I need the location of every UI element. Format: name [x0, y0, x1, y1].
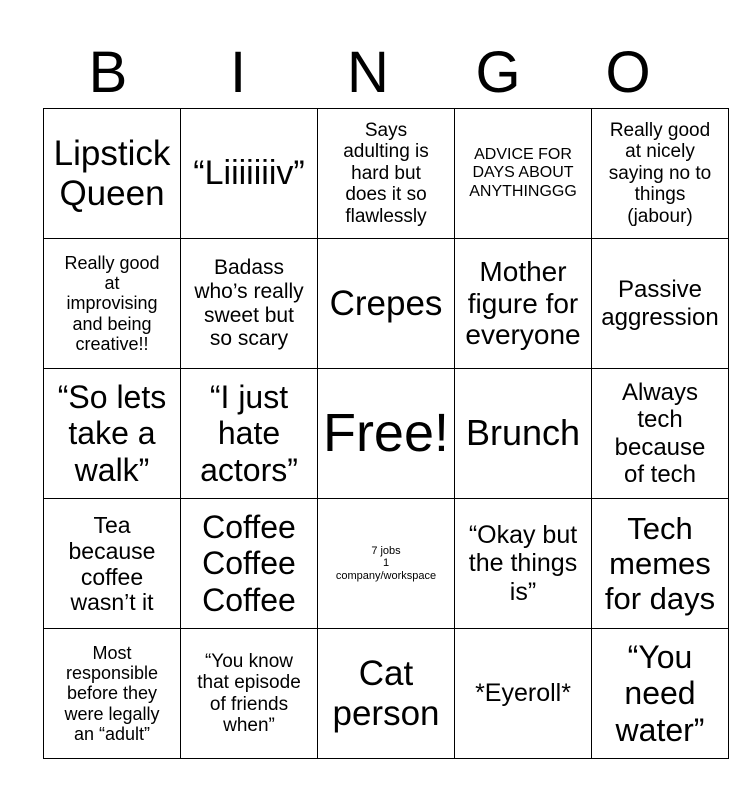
header-letter-n: N: [347, 40, 389, 105]
bingo-cell[interactable]: [592, 629, 729, 759]
bingo-cell[interactable]: [44, 369, 181, 499]
bingo-cell[interactable]: [181, 629, 318, 759]
cell-text: Coffee Coffee Coffee: [202, 509, 296, 618]
cell-text: “You need water”: [615, 639, 705, 748]
bingo-row: [44, 629, 729, 759]
cell-text: Cat person: [332, 653, 440, 733]
bingo-cell[interactable]: [592, 109, 729, 239]
cell-text: Tech memes for days: [604, 510, 716, 616]
cell-text: *Eyeroll*: [475, 679, 571, 708]
bingo-cell[interactable]: [318, 109, 455, 239]
bingo-cell[interactable]: [455, 499, 592, 629]
cell-text: Most responsible before they were legally an “adult”: [64, 642, 160, 744]
cell-text: “Liiiiiiiv”: [193, 154, 305, 193]
cell-text: Tea because coffee wasn’t it: [68, 511, 156, 616]
bingo-grid: [43, 108, 729, 759]
cell-text: Says adulting is hard but does it so flawlessly: [343, 119, 429, 227]
cell-text: Really good at nicely saying no to things (jabour): [608, 119, 712, 227]
bingo-cell[interactable]: [44, 109, 181, 239]
bingo-cell[interactable]: [592, 499, 729, 629]
bingo-row: [44, 369, 729, 499]
cell-text: 7 jobs 1 company/workspace: [335, 544, 437, 582]
bingo-cell[interactable]: [318, 629, 455, 759]
bingo-cell[interactable]: [44, 499, 181, 629]
cell-text: Really good at improvising and being creative!!: [64, 252, 160, 354]
bingo-row: [44, 109, 729, 239]
bingo-cell[interactable]: [455, 239, 592, 369]
cell-text: “Okay but the things is”: [468, 521, 578, 606]
cell-text: Badass who’s really sweet but so scary: [194, 256, 304, 351]
bingo-cell[interactable]: [455, 369, 592, 499]
bingo-cell[interactable]: [592, 239, 729, 369]
bingo-cell[interactable]: [44, 629, 181, 759]
free-space-text: Free!: [322, 402, 450, 463]
cell-text: Passive aggression: [601, 276, 719, 331]
bingo-cell[interactable]: [181, 369, 318, 499]
header-letter-o: O: [605, 40, 651, 105]
bingo-cell[interactable]: [455, 629, 592, 759]
cell-text: Crepes: [329, 283, 443, 323]
bingo-cell[interactable]: [318, 499, 455, 629]
bingo-cell[interactable]: [592, 369, 729, 499]
bingo-row: [44, 499, 729, 629]
cell-text: Brunch: [465, 412, 581, 454]
cell-text: “You know that episode of friends when”: [197, 650, 301, 736]
cell-text: ADVICE FOR DAYS ABOUT ANYTHINGGG: [469, 146, 577, 200]
cell-text: Mother figure for everyone: [465, 256, 581, 351]
header-letter-i: I: [229, 40, 247, 105]
bingo-cell[interactable]: [181, 239, 318, 369]
bingo-header: [43, 38, 693, 108]
bingo-cell[interactable]: [181, 499, 318, 629]
cell-text: “So lets take a walk”: [57, 379, 167, 488]
bingo-cell[interactable]: [44, 239, 181, 369]
cell-text: Lipstick Queen: [53, 133, 171, 213]
bingo-cell[interactable]: [455, 109, 592, 239]
free-space-cell[interactable]: [318, 369, 455, 499]
bingo-row: [44, 239, 729, 369]
cell-text: “I just hate actors”: [200, 379, 298, 488]
header-letter-g: G: [475, 40, 521, 105]
cell-text: Always tech because of tech: [614, 379, 706, 488]
bingo-cell[interactable]: [181, 109, 318, 239]
header-letter-b: B: [88, 40, 128, 105]
bingo-cell[interactable]: [318, 239, 455, 369]
